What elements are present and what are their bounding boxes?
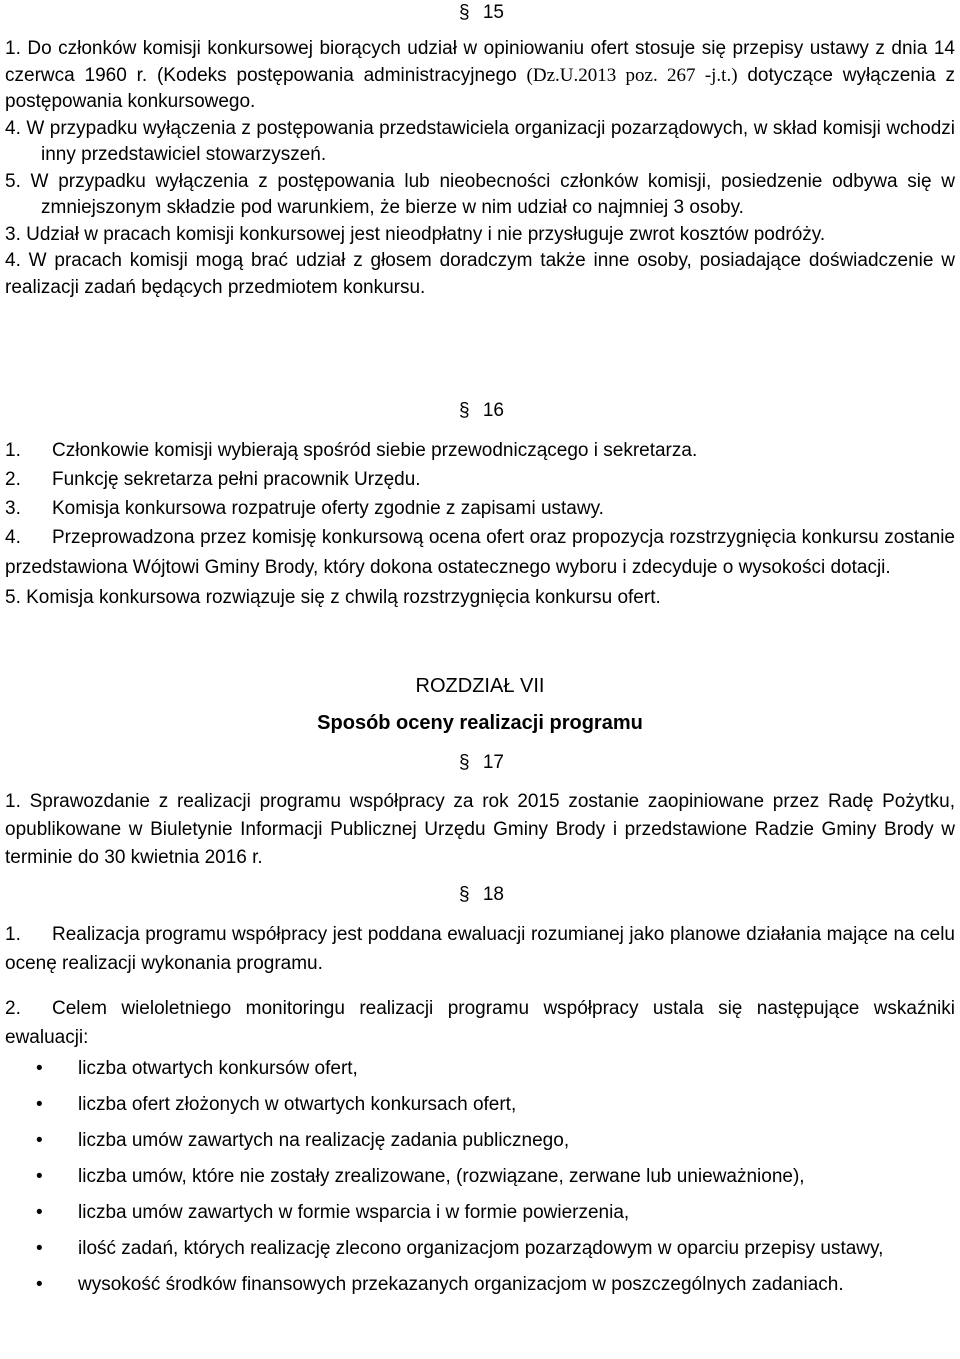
section-symbol: § [459, 400, 470, 421]
section-15-body [5, 36, 955, 301]
s16-item [5, 436, 955, 465]
item-text: Komisja konkursowa rozpatruje oferty zgodnie z zapisami ustawy. [52, 498, 604, 519]
s17-paragraph-1: 1. Sprawozdanie z realizacji programu współpracy za rok 2015 zostanie zaopiniowane przez Radę Pożytku, opublikowane w Biuletynie Informacji Publicznej Urzędu Gminy Brody i przedstawione Radzie Gminy Brody w terminie do 30 kwietnia 2016 r. [5, 791, 955, 868]
section-symbol: § [459, 884, 470, 905]
s15-paragraph-5: 4. W pracach komisji mogą brać udział z głosem doradczym także inne osoby, posiadające doświadczenie w realizacji zadań będących przedmiotem konkursu. [5, 250, 955, 298]
list-item: • liczba umów zawartych na realizację zadania publicznego, [5, 1126, 955, 1155]
s18-item [5, 920, 955, 978]
section-symbol: § [459, 752, 470, 773]
section-number: 18 [482, 884, 504, 905]
section-16-heading [459, 398, 504, 425]
item-number: 2. [5, 998, 21, 1019]
s15-paragraph-4: 3. Udział w pracach komisji konkursowej jest nieodpłatny i nie przysługuje zwrot kosztów podróży. [5, 223, 826, 245]
item-text: Celem wieloletniego monitoringu realizacji programu współpracy ustala się następujące wskaźniki ewaluacji: [5, 998, 955, 1048]
item-number: 2. [5, 469, 21, 490]
item-text: Funkcję sekretarza pełni pracownik Urzędu. [52, 469, 421, 490]
section-number: 15 [482, 2, 504, 23]
item-number: 1. [5, 924, 21, 945]
s16-paragraph-5: 5. Komisja konkursowa rozwiązuje się z chwilą rozstrzygnięcia konkursu ofert. [5, 587, 661, 608]
section-18-body [5, 920, 955, 1052]
s16-item [5, 494, 955, 523]
section-15-heading [459, 0, 504, 27]
s15-paragraph-3: 5. W przypadku wyłączenia z postępowania lub nieobecności członków komisji, posiedzenie odbywa się w zmniejszonym składzie pod warunkiem, że bierze w nim udział co najmniej 3 osoby. [5, 170, 955, 218]
s15-p1-tail: dotyczące wyłączenia z postępowania konkursowego. [5, 64, 955, 112]
section-17-body [5, 788, 955, 872]
item-number: 4. [5, 527, 21, 548]
list-item: • liczba umów, które nie zostały zrealizowane, (rozwiązane, zerwane lub unieważnione), [5, 1162, 955, 1191]
evaluation-indicators-list [5, 1054, 955, 1306]
s15-paragraph-1 [5, 36, 955, 116]
s15-paragraph-2: 4. W przypadku wyłączenia z postępowania przedstawiciela organizacji pozarządowych, w skład komisji wchodzi inny przedstawiciel stowarzyszeń. [5, 117, 955, 165]
list-item: • liczba otwartych konkursów ofert, [5, 1054, 955, 1083]
s15-p1-text: 1. Do członków komisji konkursowej biorących udział w opiniowaniu ofert stosuje się przepisy ustawy z dnia 14 czerwca 1960 r. (Kodeks postępowania administracyjnego [5, 38, 955, 86]
item-number: 1. [5, 440, 21, 461]
s18-item [5, 994, 955, 1052]
s16-item [5, 523, 955, 583]
list-item: • liczba umów zawartych w formie wsparcia i w formie powierzenia, [5, 1198, 955, 1227]
section-16-body [5, 436, 955, 612]
s16-item [5, 465, 955, 494]
list-item: • liczba ofert złożonych w otwartych konkursach ofert, [5, 1090, 955, 1119]
section-number: 17 [482, 752, 504, 773]
s15-p1-citation: (Dz.U.2013 poz. 267 -j.t.) [526, 64, 738, 86]
item-text: Przeprowadzona przez komisję konkursową ocena ofert oraz propozycja rozstrzygnięcia konkursu zostanie przedstawiona Wójtowi Gminy Brody, który dokona ostatecznego wyboru i zdecyduje o wysokości dotacji. [5, 527, 955, 578]
item-text: Realizacja programu współpracy jest poddana ewaluacji rozumianej jako planowe działania mające na celu ocenę realizacji wykonania programu. [5, 924, 955, 974]
chapter-label: ROZDZIAŁ VII [415, 675, 545, 697]
section-symbol: § [459, 2, 470, 23]
chapter-title: Sposób oceny realizacji programu [317, 712, 643, 734]
section-17-heading [459, 750, 504, 777]
item-text: Członkowie komisji wybierają spośród siebie przewodniczącego i sekretarza. [52, 440, 698, 461]
item-number: 3. [5, 498, 21, 519]
list-item: • wysokość środków finansowych przekazanych organizacjom w poszczególnych zadaniach. [5, 1270, 955, 1299]
section-18-heading [459, 882, 504, 909]
section-number: 16 [482, 400, 504, 421]
list-item: • ilość zadań, których realizację zlecono organizacjom pozarządowym w oparciu przepisy ustawy, [5, 1234, 955, 1263]
